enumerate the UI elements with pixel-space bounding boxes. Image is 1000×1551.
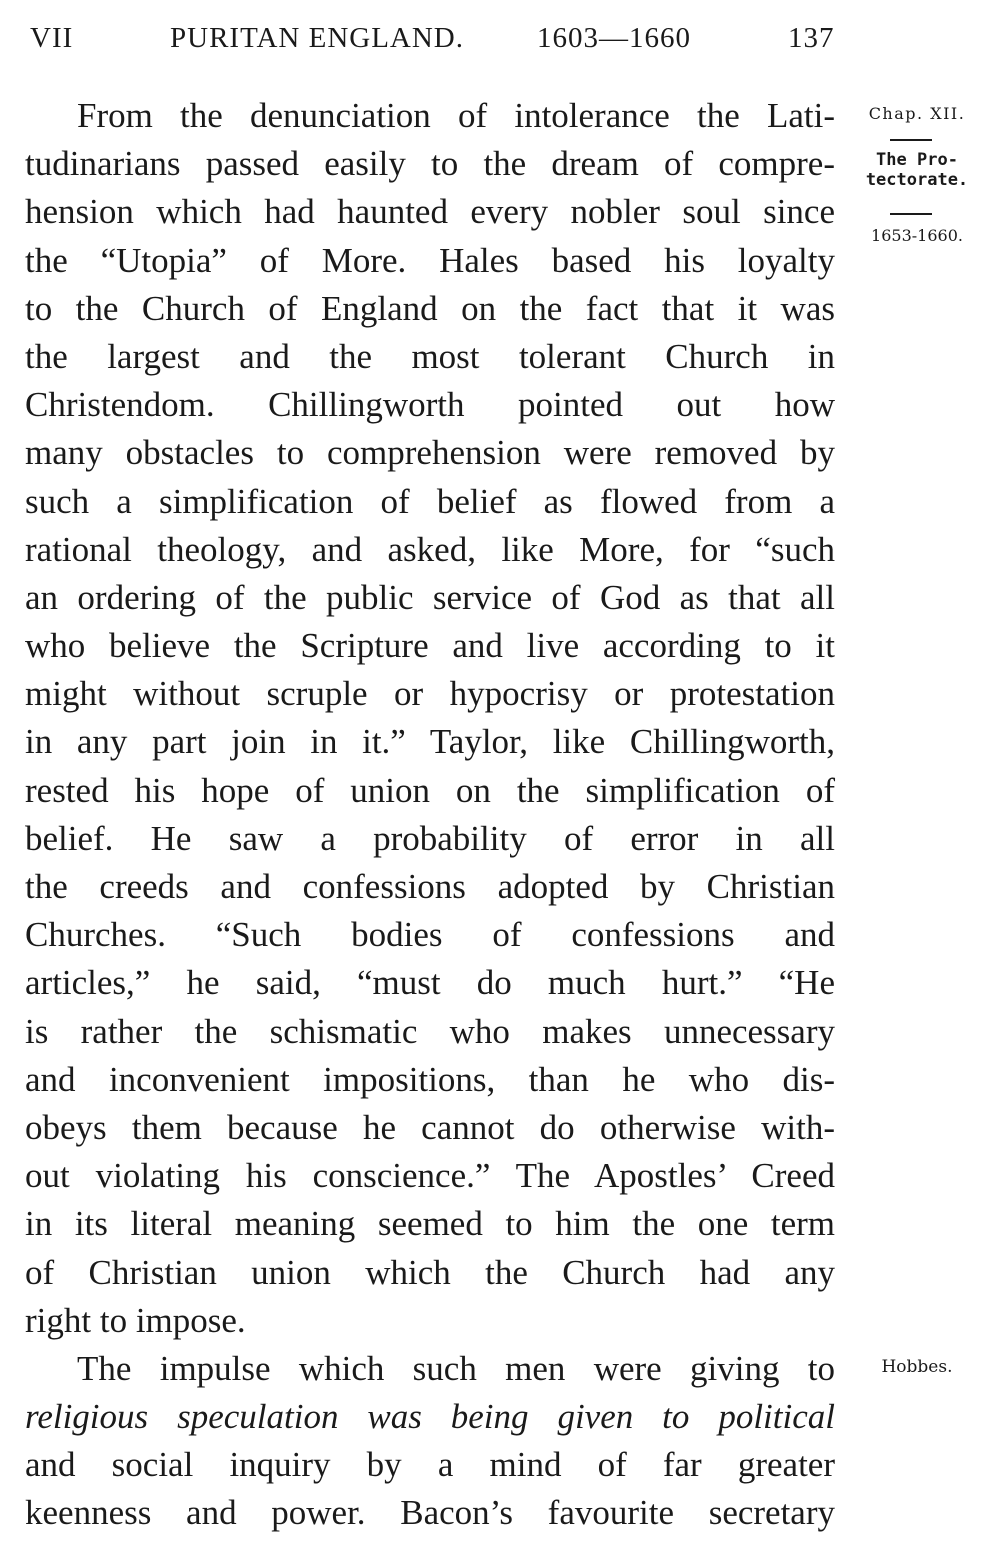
text-line: in its literal meaning seemed to him the one term — [25, 1204, 835, 1244]
text-line: and social inquiry by a mind of far greater — [25, 1445, 835, 1485]
text-line: who believe the Scripture and live according to it — [25, 626, 835, 666]
text-line: tudinarians passed easily to the dream of compre- — [25, 144, 835, 184]
text-line: an ordering of the public service of God as that all — [25, 577, 835, 617]
margin-rule-bottom — [890, 213, 932, 215]
text-line: right to impose. — [25, 1300, 246, 1340]
text-line: keenness and power. Bacon’s favourite secretary — [25, 1493, 835, 1533]
text-line: of Christian union which the Church had any — [25, 1252, 835, 1292]
text-line: From the denunciation of intolerance the Lati- — [77, 96, 835, 135]
text-line: obeys them because he cannot do otherwise with- — [25, 1107, 835, 1147]
margin-note-topic-line2: tectorate. — [865, 170, 969, 190]
margin-note-chapter: Chap. XII. — [868, 104, 966, 123]
text-line: in any part join in it.” Taylor, like Chillingworth, — [25, 722, 835, 762]
text-line: many obstacles to comprehension were removed by — [25, 433, 835, 473]
margin-note-dates: 1653-1660. — [871, 226, 963, 245]
text-line: belief. He saw a probability of error in all — [25, 818, 835, 858]
text-line: the creeds and confessions adopted by Christian — [25, 867, 835, 906]
text-line: is rather the schismatic who makes unnecessary — [25, 1011, 835, 1051]
running-head-chapter: VII — [30, 22, 74, 54]
running-head-title: PURITAN ENGLAND. — [170, 22, 464, 54]
margin-rule-top — [890, 139, 932, 141]
text-line: rested his hope of union on the simplification of — [25, 770, 835, 810]
text-line: hension which had haunted every nobler soul since — [25, 192, 835, 232]
text-line: and inconvenient impositions, than he who dis- — [25, 1059, 835, 1099]
text-line: articles,” he said, “must do much hurt.” “He — [25, 963, 835, 1003]
text-line: Churches. “Such bodies of confessions and — [25, 915, 835, 955]
page-number: 137 — [788, 22, 835, 54]
paragraph-1 — [25, 92, 835, 1345]
text-line: the largest and the most tolerant Church in — [25, 336, 835, 376]
text-line: religious speculation was being given to political — [25, 1397, 835, 1437]
running-head — [30, 22, 836, 58]
body-text — [25, 92, 835, 1538]
text-line: the “Utopia” of More. Hales based his loyalty — [25, 240, 835, 280]
text-line: rational theology, and asked, like More, for “such — [25, 529, 835, 569]
text-line: might without scruple or hypocrisy or protestation — [25, 674, 835, 714]
paragraph-2 — [25, 1345, 835, 1538]
margin-note-topic — [852, 150, 982, 190]
text-line: out violating his conscience.” The Apostles’ Creed — [25, 1156, 835, 1196]
text-line: such a simplification of belief as flowed from a — [25, 481, 835, 521]
running-head-years: 1603—1660 — [537, 22, 691, 54]
text-line: The impulse which such men were giving to — [77, 1348, 835, 1388]
text-line: to the Church of England on the fact that it was — [25, 288, 835, 328]
text-line: Christendom. Chillingworth pointed out how — [25, 385, 835, 425]
margin-note-hobbes: Hobbes. — [881, 1357, 953, 1377]
margin-note-topic-line1: The Pro- — [876, 150, 958, 170]
